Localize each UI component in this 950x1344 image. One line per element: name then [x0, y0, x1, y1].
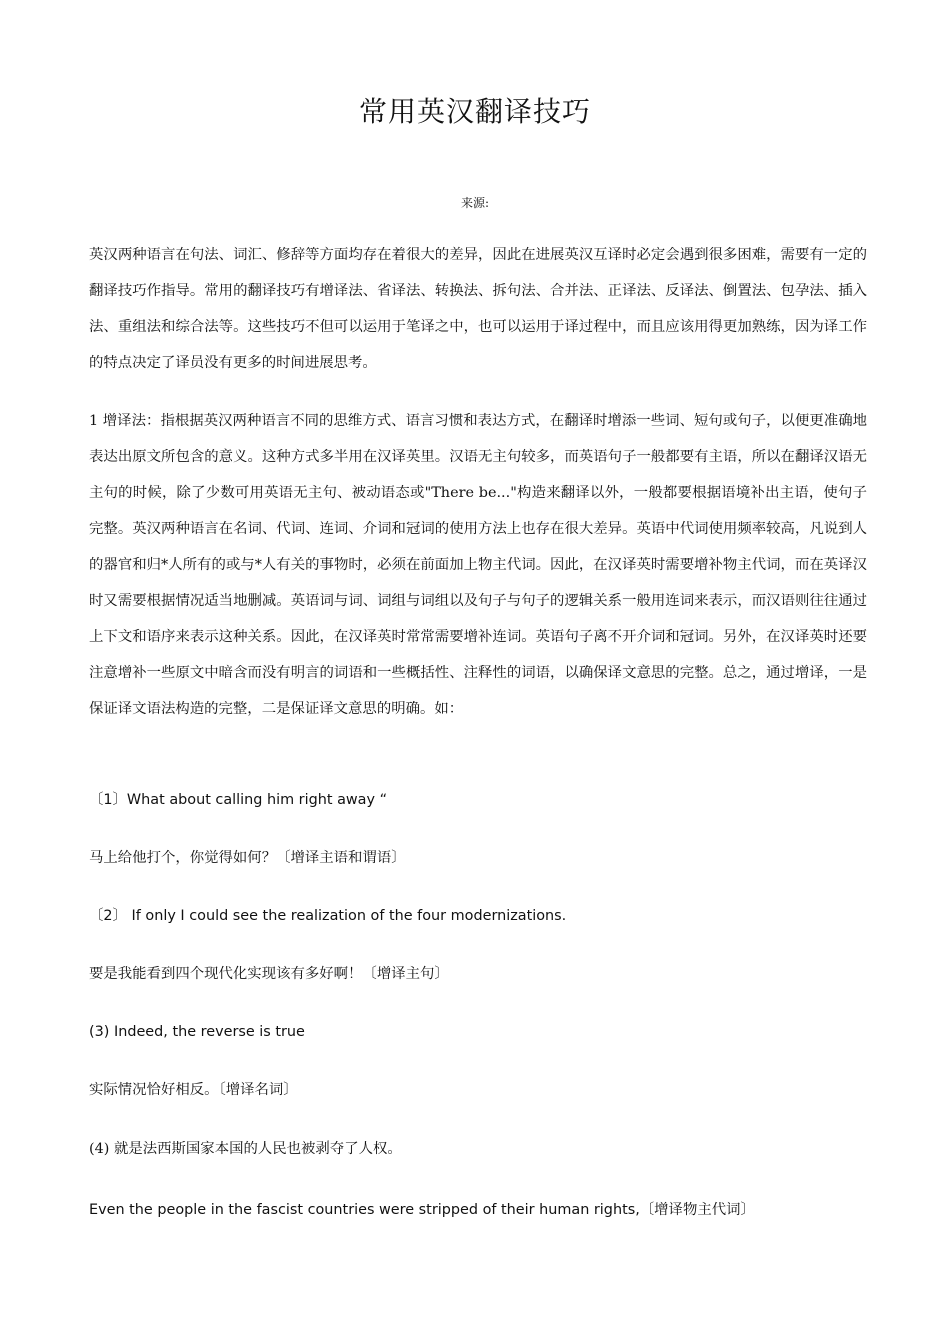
example-2-chinese: 要是我能看到四个现代化实现该有多好啊！〔增译主句〕 [89, 966, 449, 982]
example-4-chinese: (4) 就是法西斯国家本国的人民也被剥夺了人权。 [89, 1141, 402, 1157]
example-1-chinese: 马上给他打个，你觉得如何？〔增译主语和谓语〕 [89, 850, 406, 866]
source-label: 来源: [460, 196, 490, 210]
method-paragraph: 1 增译法：指根据英汉两种语言不同的思维方式、语言习惯和表达方式，在翻译时增添一些词、短句或句子，以便更准确地表达出原文所包含的意义。这种方式多半用在汉译英里。汉语无主句较多，而英语句子一般都要有主语，所以在翻译汉语无主句的时候，除了少数可用英语无主句、被动语态或"There be..."构造来翻译以外，一般都要根据语境补出主语，使句子完整。英汉两种语言在名词、代词、连词、介词和冠词的使用方法上也存在很大差异。英语中代词使用频率较高，凡说到人的器官和归*人所有的或与*人有关的事物时，必须在前面加上物主代词。因此，在汉译英时需要增补物主代词，而在英译汉时又需要根据情况适当地删减。英语词与词、词组与词组以及句子与句子的逻辑关系一般用连词来表示，而汉语则往往通过上下文和语序来表示这种关系。因此，在汉译英时常常需要增补连词。英语句子离不开介词和冠词。另外，在汉译英时还要注意增补一些原文中暗含而没有明言的词语和一些概括性、注释性的词语，以确保译文意思的完整。总之，通过增译，一是保证译文语法构造的完整，二是保证译文意思的明确。如： [89, 413, 867, 717]
example-1-english: 〔1〕What about calling him right away “ [89, 792, 388, 808]
example-3-english: (3) Indeed, the reverse is true [89, 1024, 305, 1040]
example-4-english: Even the people in the fascist countries were stripped of their human rights,〔增译物主代词〕 [89, 1202, 755, 1218]
document-title: 常用英汉翻译技巧 [358, 95, 591, 128]
example-2-english: 〔2〕 If only I could see the realization of the four modernizations. [89, 908, 567, 924]
example-3-chinese: 实际情况恰好相反。〔增译名词〕 [89, 1082, 298, 1098]
intro-paragraph: 英汉两种语言在句法、词汇、修辞等方面均存在着很大的差异，因此在进展英汉互译时必定会遇到很多困难，需要有一定的翻译技巧作指导。常用的翻译技巧有增译法、省译法、转换法、拆句法、合并法、正译法、反译法、倒置法、包孕法、插入法、重组法和综合法等。这些技巧不但可以运用于笔译之中，也可以运用于译过程中，而且应该用得更加熟练，因为译工作的特点决定了译员没有更多的时间进展思考。 [89, 247, 867, 371]
